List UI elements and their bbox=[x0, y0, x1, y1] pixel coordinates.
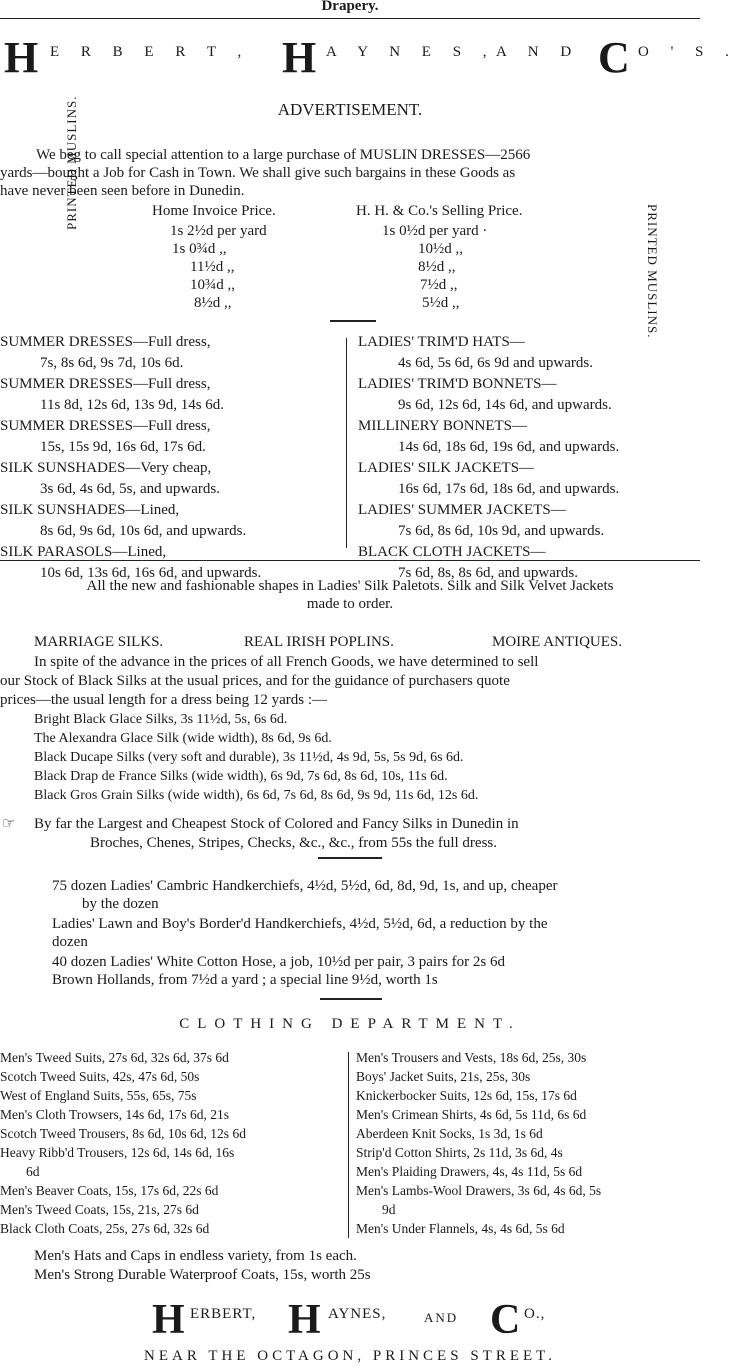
silk-item-5: Black Gros Grain Silks (wide width), 6s 6d, 7s 6d, 8s 6d, 9s 9d, 11s 6d, 12s 6d. bbox=[34, 788, 479, 803]
hh-price-3: 8½d ,, bbox=[418, 259, 456, 275]
list-item: SILK SUNSHADES—Very cheap, bbox=[0, 460, 212, 476]
silk-item-2: The Alexandra Glace Silk (wide width), 8s 6d, 9s 6d. bbox=[34, 731, 332, 746]
header-word-and: A N D bbox=[496, 44, 581, 60]
advertisement-title: ADVERTISEMENT. bbox=[277, 100, 423, 119]
top-rule bbox=[0, 18, 700, 19]
list-item: Men's Beaver Coats, 15s, 17s 6d, 22s 6d bbox=[0, 1183, 219, 1198]
paletots-line-2: made to order. bbox=[306, 596, 394, 612]
intro-line-1: We beg to call special attention to a large purchase of MUSLIN DRESSES—2566 bbox=[36, 147, 531, 163]
list-item-price: 7s 6d, 8s, 8s 6d, and upwards. bbox=[398, 565, 578, 581]
home-price-4: 10¾d ,, bbox=[190, 277, 235, 293]
small-rule-1 bbox=[318, 857, 382, 859]
list-item-price: 7s, 8s 6d, 9s 7d, 10s 6d. bbox=[40, 355, 184, 371]
list-item-price: 7s 6d, 8s 6d, 10s 9d, and upwards. bbox=[398, 523, 605, 539]
silk-item-3: Black Ducape Silks (very soft and durable), 3s 11½d, 4s 9d, 5s, 5s 9d, 6s 6d. bbox=[34, 750, 464, 765]
list-item-price: 15s, 15s 9d, 16s 6d, 17s 6d. bbox=[40, 439, 206, 455]
divider-rule bbox=[330, 320, 376, 322]
footer-initial-h1: H bbox=[152, 1297, 185, 1343]
hh-price-2: 10½d ,, bbox=[418, 241, 463, 257]
hosiery-line-3: Ladies' Lawn and Boy's Border'd Handkerchiefs, 4½d, 5½d, 6d, a reduction by the bbox=[52, 916, 548, 932]
dresses-left-column bbox=[0, 332, 330, 584]
list-item-price: 14s 6d, 18s 6d, 19s 6d, and upwards. bbox=[398, 439, 620, 455]
section-title: Drapery. bbox=[321, 0, 379, 14]
list-item: SUMMER DRESSES—Full dress, bbox=[0, 334, 211, 350]
footer-word-haynes: AYNES, bbox=[328, 1306, 387, 1322]
list-item: Men's Cloth Trowsers, 14s 6d, 17s 6d, 21s bbox=[0, 1107, 229, 1122]
home-price-1: 1s 2½d per yard bbox=[170, 223, 267, 239]
list-item: Aberdeen Knit Socks, 1s 3d, 1s 6d bbox=[356, 1126, 543, 1141]
list-item-price: 10s 6d, 13s 6d, 16s 6d, and upwards. bbox=[40, 565, 262, 581]
clothing-heading: CLOTHING DEPARTMENT. bbox=[179, 1016, 521, 1032]
home-invoice-header: Home Invoice Price. bbox=[152, 203, 276, 219]
footer-word-and: AND bbox=[424, 1310, 459, 1325]
list-item-continued: 6d bbox=[26, 1164, 40, 1179]
hh-price-1: 1s 0½d per yard · bbox=[382, 223, 488, 239]
footer-initial-c: C bbox=[490, 1297, 521, 1343]
intro-line-3: have never been seen before in Dunedin. bbox=[0, 183, 245, 199]
pointing-hand-icon: ☞ bbox=[2, 816, 16, 832]
column-divider bbox=[346, 338, 347, 548]
silk-item-4: Black Drap de France Silks (wide width), 6s 9d, 7s 6d, 8s 6d, 10s, 11s 6d. bbox=[34, 769, 448, 784]
intro-line-2: yards—bought a Job for Cash in Town. We shall give such bargains in these Goods as bbox=[0, 165, 516, 181]
list-item: Men's Tweed Coats, 15s, 21s, 27s 6d bbox=[0, 1202, 199, 1217]
footer-address: NEAR THE OCTAGON, PRINCES STREET. bbox=[144, 1348, 556, 1364]
header-initial-h2: H bbox=[282, 33, 317, 82]
silks-heading-marriage: MARRIAGE SILKS. bbox=[34, 634, 164, 650]
colored-silks-line-2: Broches, Chenes, Stripes, Checks, &c., &c., from 55s the full dress. bbox=[90, 835, 498, 851]
list-item: Men's Trousers and Vests, 18s 6d, 25s, 30s bbox=[356, 1050, 587, 1065]
list-item: Men's Lambs-Wool Drawers, 3s 6d, 4s 6d, 5s bbox=[356, 1183, 602, 1198]
home-price-2: 1s 0¾d ,, bbox=[172, 241, 227, 257]
list-item: West of England Suits, 55s, 65s, 75s bbox=[0, 1088, 197, 1103]
list-item-price: 11s 8d, 12s 6d, 13s 9d, 14s 6d. bbox=[40, 397, 225, 413]
hosiery-line-6: Brown Hollands, from 7½d a yard ; a special line 9½d, worth 1s bbox=[52, 972, 438, 988]
home-price-3: 11½d ,, bbox=[190, 259, 235, 275]
list-item: Strip'd Cotton Shirts, 2s 11d, 3s 6d, 4s bbox=[356, 1145, 563, 1160]
printed-muslins-label-right: PRINTED MUSLINS. bbox=[645, 204, 660, 339]
list-item-price: 9s 6d, 12s 6d, 14s 6d, and upwards. bbox=[398, 397, 612, 413]
hosiery-line-2: by the dozen bbox=[82, 896, 159, 912]
list-item: SILK SUNSHADES—Lined, bbox=[0, 502, 180, 518]
printed-muslins-label-left: PRINTED MUSLINS. bbox=[64, 95, 79, 230]
clothing-left-column bbox=[0, 1048, 345, 1238]
list-item: Men's Plaiding Drawers, 4s, 4s 11d, 5s 6d bbox=[356, 1164, 583, 1179]
silks-heading-moire: MOIRE ANTIQUES. bbox=[492, 634, 622, 650]
list-item: SILK PARASOLS—Lined, bbox=[0, 544, 167, 560]
hosiery-line-5: 40 dozen Ladies' White Cotton Hose, a job, 10½d per pair, 3 pairs for 2s 6d bbox=[52, 954, 505, 970]
list-item: LADIES' SUMMER JACKETS— bbox=[358, 502, 566, 518]
list-item: Black Cloth Coats, 25s, 27s 6d, 32s 6d bbox=[0, 1221, 210, 1236]
section-rule bbox=[0, 560, 700, 561]
list-item-price: 4s 6d, 5s 6d, 6s 9d and upwards. bbox=[398, 355, 593, 371]
hats-line-2: Men's Strong Durable Waterproof Coats, 15s, worth 25s bbox=[34, 1267, 371, 1283]
footer-word-co: O., bbox=[524, 1306, 546, 1322]
selling-price-header: H. H. & Co.'s Selling Price. bbox=[356, 203, 523, 219]
silks-heading-poplins: REAL IRISH POPLINS. bbox=[244, 634, 394, 650]
footer-word-herbert: ERBERT, bbox=[190, 1306, 257, 1322]
list-item-price: 8s 6d, 9s 6d, 10s 6d, and upwards. bbox=[40, 523, 247, 539]
list-item-continued: 9d bbox=[382, 1202, 396, 1217]
footer-initial-h2: H bbox=[288, 1297, 321, 1343]
list-item-price: 16s 6d, 17s 6d, 18s 6d, and upwards. bbox=[398, 481, 620, 497]
list-item: Scotch Tweed Suits, 42s, 47s 6d, 50s bbox=[0, 1069, 200, 1084]
list-item: SUMMER DRESSES—Full dress, bbox=[0, 376, 211, 392]
home-price-5: 8½d ,, bbox=[194, 295, 232, 311]
hh-price-5: 5½d ,, bbox=[422, 295, 460, 311]
list-item: SUMMER DRESSES—Full dress, bbox=[0, 418, 211, 434]
list-item: Scotch Tweed Trousers, 8s 6d, 10s 6d, 12s 6d bbox=[0, 1126, 246, 1141]
header-word-cos: O ' S . bbox=[638, 44, 738, 60]
list-item-price: 3s 6d, 4s 6d, 5s, and upwards. bbox=[40, 481, 220, 497]
paletots-line-1: All the new and fashionable shapes in Ladies' Silk Paletots. Silk and Silk Velvet Jackets bbox=[86, 578, 614, 594]
list-item: BLACK CLOTH JACKETS— bbox=[358, 544, 546, 560]
hh-price-4: 7½d ,, bbox=[420, 277, 458, 293]
silk-item-1: Bright Black Glace Silks, 3s 11½d, 5s, 6s 6d. bbox=[34, 712, 288, 727]
header-word-herbert: E R B E R T , bbox=[50, 44, 251, 60]
colored-silks-line-1: By far the Largest and Cheapest Stock of Colored and Fancy Silks in Dunedin in bbox=[34, 816, 519, 832]
hosiery-line-4: dozen bbox=[52, 934, 88, 950]
list-item: LADIES' TRIM'D BONNETS— bbox=[358, 376, 557, 392]
list-item: LADIES' SILK JACKETS— bbox=[358, 460, 535, 476]
dresses-right-column bbox=[358, 332, 698, 584]
list-item: Knickerbocker Suits, 12s 6d, 15s, 17s 6d bbox=[356, 1088, 577, 1103]
silks-para-2: our Stock of Black Silks at the usual prices, and for the guidance of purchasers quote bbox=[0, 673, 510, 689]
list-item: Men's Tweed Suits, 27s 6d, 32s 6d, 37s 6d bbox=[0, 1050, 229, 1065]
header-initial-h1: H bbox=[4, 33, 39, 82]
clothing-right-column bbox=[356, 1048, 700, 1238]
hats-line-1: Men's Hats and Caps in endless variety, from 1s each. bbox=[34, 1248, 357, 1264]
list-item: Men's Under Flannels, 4s, 4s 6d, 5s 6d bbox=[356, 1221, 565, 1236]
silks-para-1: In spite of the advance in the prices of all French Goods, we have determined to sell bbox=[34, 654, 539, 670]
list-item: Men's Crimean Shirts, 4s 6d, 5s 11d, 6s 6d bbox=[356, 1107, 587, 1122]
clothing-column-divider bbox=[348, 1052, 349, 1238]
hosiery-line-1: 75 dozen Ladies' Cambric Handkerchiefs, 4½d, 5½d, 6d, 8d, 9d, 1s, and up, cheaper bbox=[52, 878, 558, 894]
silks-para-3: prices—the usual length for a dress being 12 yards :— bbox=[0, 692, 328, 708]
header-word-haynes: A Y N E S , bbox=[326, 44, 496, 60]
list-item: LADIES' TRIM'D HATS— bbox=[358, 334, 525, 350]
header-initial-c: C bbox=[598, 33, 630, 82]
list-item: Boys' Jacket Suits, 21s, 25s, 30s bbox=[356, 1069, 531, 1084]
list-item: Heavy Ribb'd Trousers, 12s 6d, 14s 6d, 16s bbox=[0, 1145, 235, 1160]
small-rule-2 bbox=[320, 998, 382, 1000]
list-item: MILLINERY BONNETS— bbox=[358, 418, 528, 434]
